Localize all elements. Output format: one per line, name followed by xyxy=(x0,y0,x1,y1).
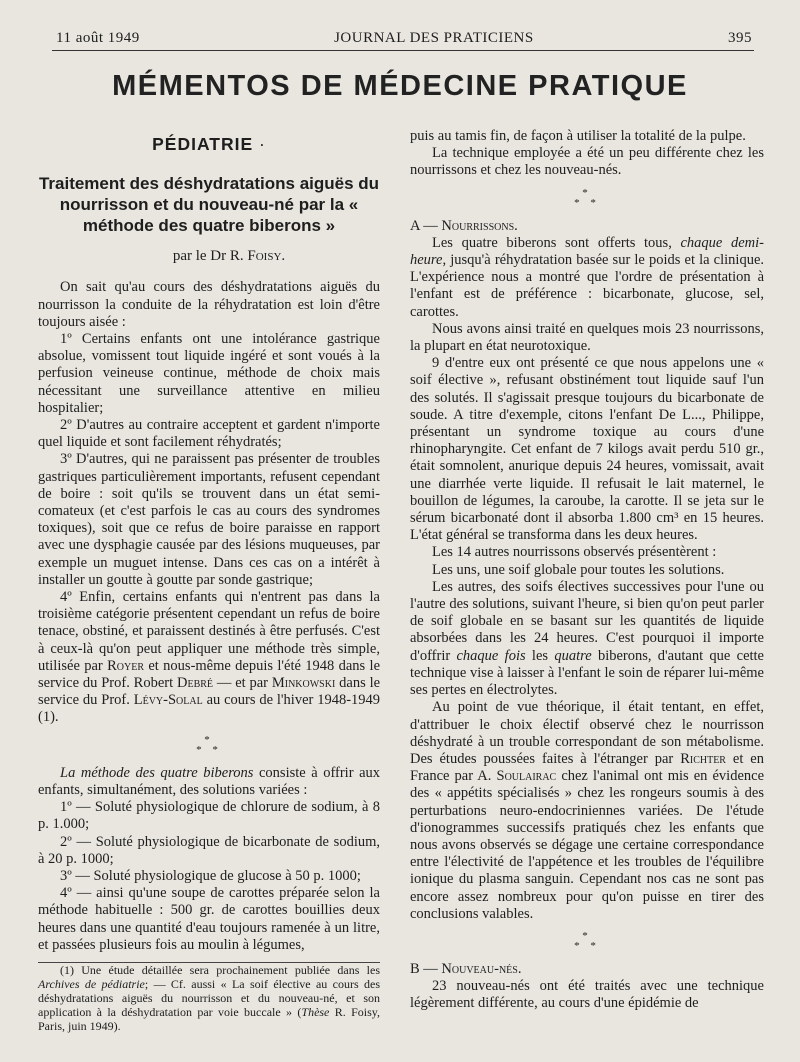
paragraph: On sait qu'au cours des déshydratations aiguës du nourrisson la conduite de la réhydratation est loin d'être toujours aisée : xyxy=(38,279,380,330)
paragraph: puis au tamis fin, de façon à utiliser la totalité de la pulpe. xyxy=(410,128,746,144)
paragraph: Les uns, une soif globale pour toutes les solutions. xyxy=(432,561,725,578)
paragraph: 9 d'entre eux ont présenté ce que nous appelons une « soif élective », refusant obstinément tout liquide sauf l'un des solutés. Il s'agissait presque toujours du bicarbonate de soude. A titre d'exemple, citons l'enfant De L..., Philippe, présentant un syndrome toxique au cours d'une rhinopharyngite. Cet enfant de 7 kilogs avait perdu 510 gr., était somnolent, anurique depuis 24 heures, vomissait, avait une diarrhée verte liquide. Il refusait le lait maternel, le bouillon de légumes, la caroube, la carotte. Il se jeta sur le sérum bicarbonaté dont il absorba 1.800 cm³ en 15 heures. L'état général se transforma dans les deux heures. xyxy=(410,355,764,544)
section-banner: MÉMENTOS DE MÉDECINE PRATIQUE xyxy=(112,70,688,102)
page-number: 395 xyxy=(727,30,752,46)
issue-date: 11 août 1949 xyxy=(56,30,140,46)
header-rule xyxy=(52,50,754,51)
author-name: Foisy. xyxy=(247,248,286,265)
running-header xyxy=(56,30,752,50)
paragraph: Les 14 autres nourrissons observés présentèrent : xyxy=(432,544,717,561)
paragraph: Les autres, des soifs électives successives pour l'une ou l'autre des solutions, suivant l'heure, si bien qu'on peut parler de soif globale en se basant sur les quantités de liquide absorbées dans les 24 heures. C'est pourquoi il importe d'offrir chaque fois les quatre biberons, d'autant que cette technique vise à laisser à l'enfant le soin de réparer lui-même ses pertes en électrolytes. xyxy=(410,578,764,699)
left-column xyxy=(38,130,380,1033)
list-item: 4º Enfin, certains enfants qui n'entrent pas dans la troisième catégorie présentent cependant un refus de boire tenace, obstiné, et paraissent destinés à être perfusés. C'est à ceux-là qu'on peut appliquer une méthode très simple, utilisée par Royer et nous-même depuis l'été 1948 dans le service du Prof. Robert Debré — et par Minkowski dans le service du Prof. Lévy-Solal au cours de l'hiver 1948-1949 (1). xyxy=(38,589,381,726)
solution-item: 4º — ainsi qu'une soupe de carottes préparée selon la méthode habituelle : 500 gr. de carottes bouillies deux heures dans une quantité d'eau toujours ramenée à un litre, et passées plusieurs fois au moulin à légumes, xyxy=(38,885,380,953)
subheading-nourrissons: A — Nourrissons. xyxy=(410,217,518,234)
solution-item: 1º — Soluté physiologique de chlorure de sodium, à 8 p. 1.000; xyxy=(38,799,380,833)
paragraph: Nous avons ainsi traité en quelques mois 23 nourrissons, la plupart en état neurotoxique. xyxy=(410,320,764,355)
paragraph: Au point de vue théorique, il était tentant, en effet, d'attribuer le choix électif observé chez le nourrisson déshydraté à un trouble correspondant de son métabolisme. Des études poussées faites à l'étranger par Richter et en France par A. Soulairac chez l'animal ont mis en évidence des « appétits spécialisés » chez les rongeurs soumis à des perturbations neuro-endocriniennes variées. De l'étude d'ionogrammes successifs pratiqués chez les enfants que nous avons observés se dégage une certaine correspondance entre l'électivité de l'appétence et les troubles de l'équilibre ionique du plasma sanguin. Cependant nos cas ne sont pas encore assez nombreux pour qu'on puisse en tirer des conclusions valables. xyxy=(410,699,765,922)
paragraph: La méthode des quatre biberons consiste à offrir aux enfants, simultanément, des solutions variées : xyxy=(38,764,381,798)
list-item: 2º D'autres au contraire acceptent et gardent n'importe quel liquide et sont facilement réhydratés; xyxy=(38,417,380,451)
right-column xyxy=(410,128,764,1013)
paragraph: 23 nouveau-nés ont été traités avec une technique légèrement différente, au cours d'une épidémie de xyxy=(410,978,764,1012)
separator-stars: * * * xyxy=(196,733,222,756)
list-item: 1º Certains enfants ont une intolérance gastrique absolue, vomissent tout liquide ingéré et sont voués à la perfusion veineuse continue, méthode de choix mais nécessitant une surveillance attentive en milieu hospitalier; xyxy=(38,331,380,416)
footnote: (1) Une étude détaillée sera prochainement publiée dans les Archives de pédiatrie; — Cf. aussi « La soif élective au cours des déshydratations aiguës du nourrisson et du nouveau-né, et son application à la déshydratation par voie buccale » (Thèse R. Foisy, Paris, juin 1949). xyxy=(38,962,381,1033)
article-title: Traitement des déshydratations aiguës du nourrisson et du nouveau-né par la « méthode des quatre biberons » xyxy=(38,174,380,236)
subheading-nouveau-nes: B — Nouveau-nés. xyxy=(410,960,522,977)
solution-item: 3º — Soluté physiologique de glucose à 50 p. 1000; xyxy=(60,867,361,884)
separator-stars: * * * xyxy=(574,186,600,209)
separator-stars: * * * xyxy=(574,929,600,952)
byline: par le Dr R. Foisy. xyxy=(172,248,286,265)
section-title: PÉDIATRIE · xyxy=(152,134,266,154)
list-item: 3º D'autres, qui ne paraissent pas présenter de troubles gastriques particulièrement importants, refusent cependant de boire : soit qu'ils se trouvent dans un état semi-comateux (et c'est parfois le cas au cours des syndromes toxiques), soit que ce refus de boire paraisse en rapport avec une dysphagie causée par des lésions muqueuses, par exemple un muguet intense. Dans ces cas on a intérêt à installer un goutte à goutte par sonde gastrique; xyxy=(38,451,380,588)
journal-name: JOURNAL DES PRATICIENS xyxy=(334,30,534,46)
solution-item: 2º — Soluté physiologique de bicarbonate de sodium, à 20 p. 1000; xyxy=(38,833,380,867)
paragraph: La technique employée a été un peu différente chez les nourrissons et chez les nouveau-nés. xyxy=(410,145,764,179)
paragraph: Les quatre biberons sont offerts tous, chaque demi-heure, jusqu'à réhydratation basée sur le poids et la clinique. L'expérience nous a montré que l'ordre de présentation à l'enfant est de préférence : bicarbonate, glucose, sel, carottes. xyxy=(410,234,765,320)
